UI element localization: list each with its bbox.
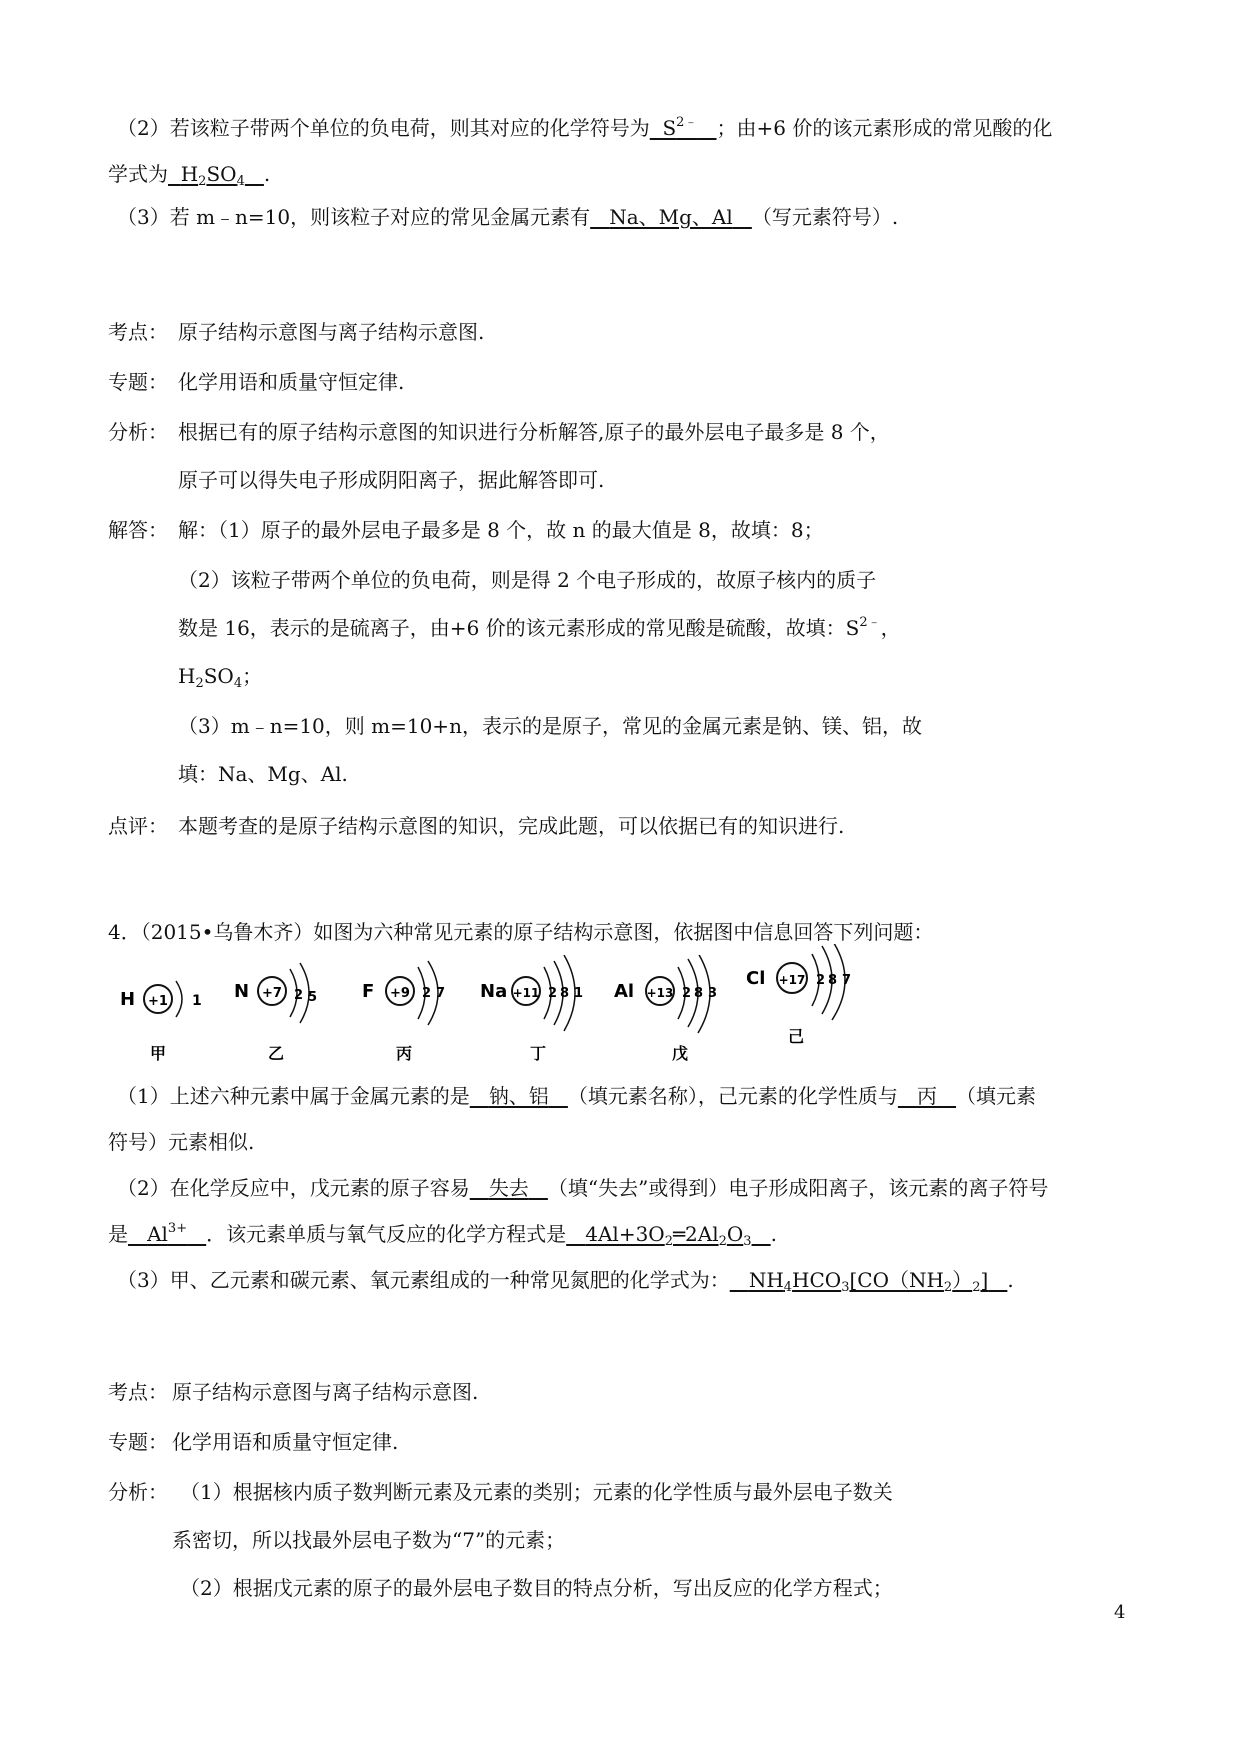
shell-count: 3 bbox=[708, 986, 718, 1001]
atom-symbol: Na bbox=[480, 981, 508, 1002]
answer-lose bbox=[470, 1176, 548, 1200]
jieda-line-3 bbox=[178, 614, 901, 642]
q4-s2-text: （2）在化学反应中，戊元素的原子容易 bbox=[117, 1176, 470, 1200]
fenxi-line-1: 根据已有的原子结构示意图的知识进行分析解答,原子的最外层电子最多是 8 个， bbox=[178, 420, 890, 444]
jieda-line-6: 填：Na、Mg、Al. bbox=[178, 762, 348, 786]
atom-diagram-h bbox=[118, 955, 208, 1065]
q4-s2-mid: （填“失去”或得到）电子形成阳离子，该元素的离子符号 bbox=[547, 1176, 1049, 1200]
shell-count: 2 bbox=[294, 988, 304, 1003]
shell-count: 2 bbox=[548, 986, 558, 1001]
jieda-line-1: 解：（1）原子的最外层电子最多是 8 个，故 n 的最大值是 8，故填：8； bbox=[178, 518, 824, 542]
formula-sub: 4 bbox=[236, 174, 245, 189]
q4-s1-line2: 符号）元素相似. bbox=[108, 1130, 255, 1154]
atom-diagram-f bbox=[360, 955, 470, 1065]
zhuanti-label: 专题： bbox=[108, 370, 168, 394]
eq-part: 4Al+3O bbox=[585, 1222, 665, 1246]
fenxi-label: 分析： bbox=[108, 420, 168, 444]
eq-sub: 2 bbox=[718, 1234, 727, 1249]
formula-end: ； bbox=[242, 664, 263, 688]
atom-nucleus: +13 bbox=[646, 986, 674, 1000]
answer-equation bbox=[566, 1222, 770, 1249]
shell-count: 7 bbox=[842, 973, 852, 988]
answer-fertilizer bbox=[730, 1268, 1008, 1295]
formula-h: H bbox=[178, 664, 196, 688]
atom-name: 甲 bbox=[150, 1044, 167, 1063]
atom-name: 丁 bbox=[530, 1044, 547, 1063]
page-number: 4 bbox=[1114, 1602, 1126, 1623]
atom-symbol: F bbox=[362, 981, 375, 1002]
dianping-label: 点评： bbox=[108, 814, 168, 838]
atom-diagram-na bbox=[478, 955, 598, 1065]
q4-s2-line1 bbox=[117, 1174, 1048, 1202]
q4-s1-text: （1）上述六种元素中属于金属元素的是 bbox=[117, 1084, 470, 1108]
jieda-line-3-text: 数是 16，表示的是硫离子，由+6 价的该元素形成的常见酸是硫酸，故填：S bbox=[178, 616, 860, 640]
q4-s1-line1 bbox=[117, 1082, 1036, 1110]
atom-symbol: Cl bbox=[746, 968, 766, 989]
eq-part: O bbox=[726, 1222, 744, 1246]
atom-name: 己 bbox=[788, 1027, 805, 1046]
formula-sub: 2 bbox=[972, 1280, 981, 1295]
part3-text: （3）若 m﹣n=10，则该粒子对应的常见金属元素有 bbox=[117, 205, 591, 229]
answer-s2-ion bbox=[650, 116, 717, 140]
jieda-sup: 2﹣ bbox=[859, 615, 881, 630]
dianping-text: 本题考查的是原子结构示意图的知识，完成此题，可以依据已有的知识进行. bbox=[178, 814, 845, 838]
atom-nucleus: +17 bbox=[778, 973, 806, 987]
eq-part: ═2Al bbox=[672, 1222, 719, 1246]
answer-al-ion-sup: 3+ bbox=[167, 1221, 188, 1236]
kaodian-label-2: 考点： bbox=[108, 1380, 168, 1404]
fenxi2-line-1: （1）根据核内质子数判断元素及元素的类别；元素的化学性质与最外层电子数关 bbox=[180, 1480, 893, 1504]
q4-s1-end: （填元素 bbox=[956, 1084, 1037, 1108]
shell-count: 1 bbox=[574, 986, 584, 1001]
part2-text: （2）若该粒子带两个单位的负电荷，则其对应的化学符号为 bbox=[117, 116, 650, 140]
jieda-line-2: （2）该粒子带两个单位的负电荷，则是得 2 个电子形成的，故原子核内的质子 bbox=[178, 568, 877, 592]
shell-count: 5 bbox=[308, 990, 318, 1005]
formula-part: NH bbox=[748, 1268, 784, 1292]
shell-count: 2 bbox=[816, 973, 826, 988]
atom-nucleus: +1 bbox=[148, 994, 168, 1009]
answer-metals bbox=[590, 205, 752, 229]
answer-al-ion bbox=[128, 1222, 206, 1246]
shell-count: 2 bbox=[422, 986, 432, 1001]
formula-so: SO bbox=[206, 162, 237, 186]
formula-sub: 4 bbox=[233, 676, 243, 691]
atom-symbol: N bbox=[234, 981, 250, 1002]
answer-similar-element bbox=[898, 1084, 956, 1108]
atom-nucleus: +11 bbox=[512, 986, 540, 1000]
shell-count: 7 bbox=[436, 986, 446, 1001]
part2-line1 bbox=[117, 114, 1052, 142]
jieda-line-3-end: ， bbox=[880, 616, 901, 640]
kaodian-text: 原子结构示意图与离子结构示意图. bbox=[178, 320, 485, 344]
fenxi-label-2: 分析： bbox=[108, 1480, 168, 1504]
atom-name: 戊 bbox=[672, 1044, 689, 1063]
eq-sub: 3 bbox=[743, 1234, 752, 1249]
fenxi-line-2: 原子可以得失电子形成阴阳离子，据此解答即可. bbox=[178, 468, 605, 492]
kaodian-label: 考点： bbox=[108, 320, 168, 344]
jieda-label: 解答： bbox=[108, 518, 168, 542]
formula-h: H bbox=[180, 162, 199, 186]
fenxi2-line-3: （2）根据戊元素的原子的最外层电子数目的特点分析，写出反应的化学方程式； bbox=[180, 1576, 893, 1600]
atom-name: 丙 bbox=[396, 1044, 413, 1063]
jieda-line-5: （3）m﹣n=10，则 m=10+n，表示的是原子，常见的金属元素是钠、镁、铝，故 bbox=[178, 714, 922, 738]
answer-s2-sup: 2﹣ bbox=[676, 115, 698, 130]
atom-diagram-n bbox=[232, 955, 337, 1065]
part2-mid: ；由+6 价的该元素形成的常见酸的化 bbox=[716, 116, 1053, 140]
q4-s2-prefix: 是 bbox=[108, 1222, 128, 1246]
q4-s2-mid2: ．该元素单质与氧气反应的化学方程式是 bbox=[206, 1222, 567, 1246]
atom-diagram-al bbox=[612, 955, 737, 1065]
kaodian-text-2: 原子结构示意图与离子结构示意图. bbox=[172, 1380, 479, 1404]
answer-h2so4 bbox=[168, 162, 264, 189]
q4-s3-text: （3）甲、乙元素和碳元素、氧元素组成的一种常见氮肥的化学式为： bbox=[117, 1268, 730, 1292]
shell-count: 8 bbox=[828, 973, 838, 988]
formula-part: ] bbox=[980, 1268, 989, 1292]
q4-s3-line bbox=[117, 1266, 1014, 1294]
q4-stem: 4．（2015•乌鲁木齐）如图为六种常见元素的原子结构示意图，依据图中信息回答下列问题： bbox=[108, 920, 934, 944]
part3-close: （写元素符号）. bbox=[751, 205, 899, 229]
shell-count: 8 bbox=[694, 986, 704, 1001]
answer-al-ion-base: Al bbox=[147, 1222, 168, 1246]
formula-sub: 2 bbox=[195, 676, 204, 691]
formula-sub: 4 bbox=[783, 1280, 793, 1295]
atom-diagram-cl bbox=[744, 944, 874, 1054]
atom-nucleus: +9 bbox=[390, 986, 410, 1001]
answer-metals-text: Na、Mg、Al bbox=[609, 205, 733, 229]
shell-count: 2 bbox=[682, 986, 692, 1001]
atom-symbol: Al bbox=[614, 981, 635, 1002]
fenxi2-line-2: 系密切，所以找最外层电子数为“7”的元素； bbox=[172, 1528, 566, 1552]
formula-part: [CO（NH bbox=[849, 1268, 944, 1292]
answer-s2-base: S bbox=[662, 116, 677, 140]
atom-symbol: H bbox=[120, 989, 136, 1010]
q4-s3-end: . bbox=[1007, 1268, 1014, 1292]
formula-sub: 2 bbox=[198, 174, 207, 189]
formula-part: ） bbox=[952, 1268, 973, 1292]
q4-s1-mid: （填元素名称），己元素的化学性质与 bbox=[567, 1084, 898, 1108]
q4-s2-end: . bbox=[770, 1222, 777, 1246]
answer-similar-element-text: 丙 bbox=[916, 1084, 937, 1108]
shell-count: 1 bbox=[192, 993, 202, 1009]
formula-sub: 2 bbox=[943, 1280, 953, 1295]
part2-end: . bbox=[263, 162, 271, 186]
zhuanti-label-2: 专题： bbox=[108, 1430, 168, 1454]
part2-prefix: 学式为 bbox=[108, 162, 168, 186]
answer-metal-elements bbox=[470, 1084, 568, 1108]
answer-metal-elements-text: 钠、铝 bbox=[488, 1084, 549, 1108]
zhuanti-text-2: 化学用语和质量守恒定律. bbox=[172, 1430, 399, 1454]
formula-part: HCO bbox=[792, 1268, 842, 1292]
q4-s2-line2 bbox=[108, 1220, 777, 1248]
jieda-line-4 bbox=[178, 662, 262, 690]
shell-count: 8 bbox=[560, 986, 570, 1001]
atom-nucleus: +7 bbox=[262, 986, 282, 1001]
part2-line2 bbox=[108, 160, 270, 188]
atom-name: 乙 bbox=[268, 1044, 285, 1063]
formula-sub: 3 bbox=[841, 1280, 850, 1295]
answer-lose-text: 失去 bbox=[488, 1176, 529, 1200]
formula-so: SO bbox=[203, 664, 234, 688]
part3-line bbox=[117, 203, 898, 231]
zhuanti-text: 化学用语和质量守恒定律. bbox=[178, 370, 405, 394]
eq-sub: 2 bbox=[664, 1234, 673, 1249]
